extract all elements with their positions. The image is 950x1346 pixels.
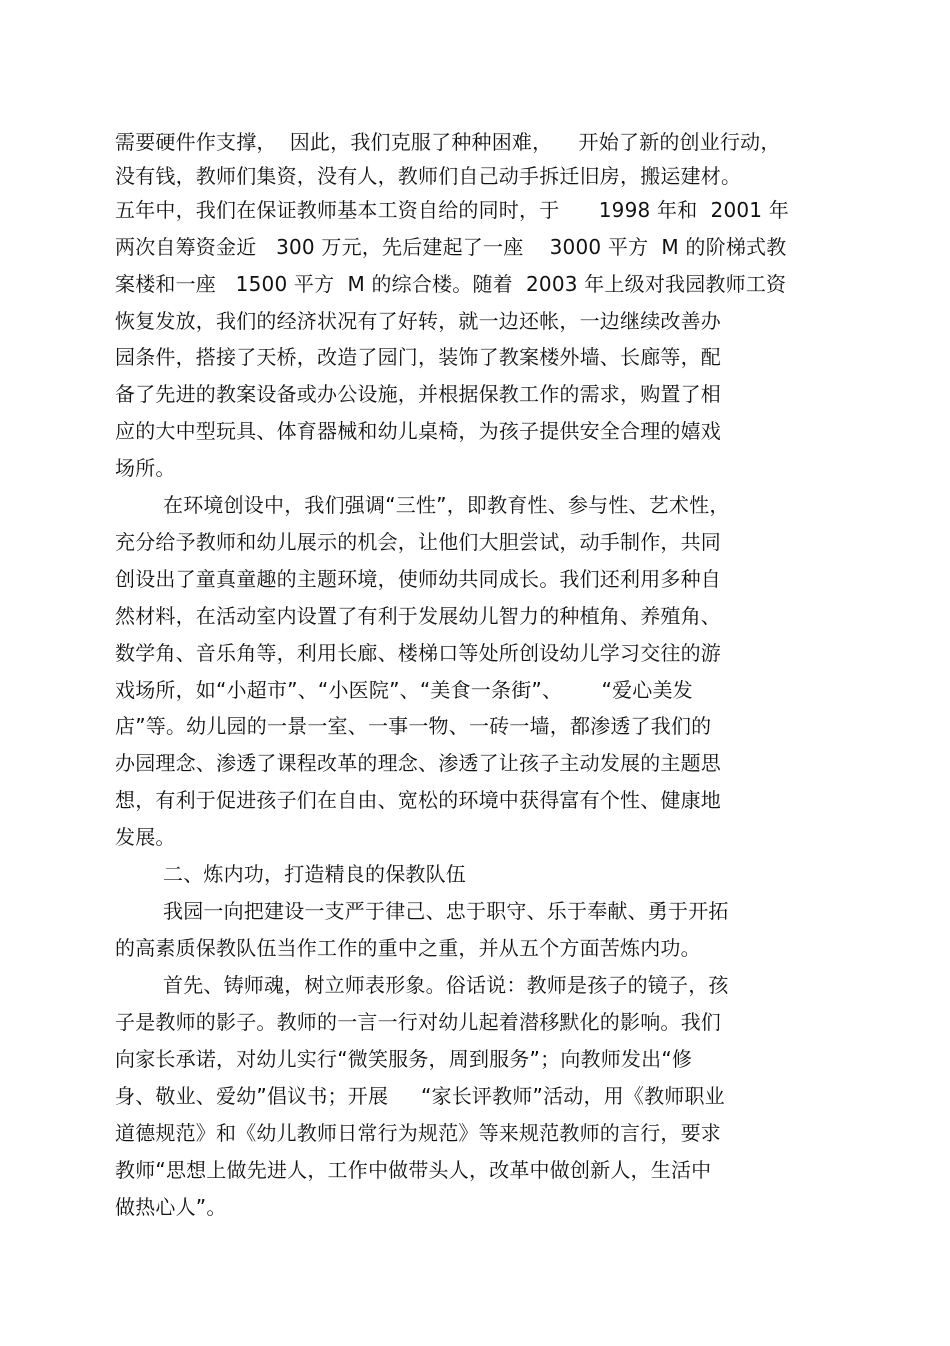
text-line: 办园理念、渗透了课程改革的理念、渗透了让孩子主动发展的主题思 bbox=[115, 751, 721, 775]
text-line: 五年中，我们在保证教师基本工资自给的同时，于 1998 年和 2001 年 bbox=[115, 198, 789, 222]
text-line: 子是教师的影子。教师的一言一行对幼儿起着潜移默化的影响。我们 bbox=[115, 1010, 721, 1034]
text-line: 需要硬件作支撑， 因此，我们克服了种种困难， 开始了新的创业行动， bbox=[115, 130, 781, 154]
text-line: 园条件，搭接了天桥，改造了园门，装饰了教案楼外墙、长廊等，配 bbox=[115, 345, 721, 369]
text-line: 两次自筹资金近 300 万元，先后建起了一座 3000 平方 M 的阶梯式教 bbox=[115, 235, 787, 259]
text-line: 没有钱，教师们集资，没有人，教师们自己动手拆迁旧房，搬运建材。 bbox=[115, 164, 742, 188]
text-line: 备了先进的教案设备或办公设施，并根据保教工作的需求，购置了相 bbox=[115, 382, 721, 406]
text-line: 场所。 bbox=[115, 456, 176, 480]
text-line: 想，有利于促进孩子们在自由、宽松的环境中获得富有个性、健康地 bbox=[115, 788, 721, 812]
text-line: 店”等。幼儿园的一景一室、一事一物、一砖一墙，都渗透了我们的 bbox=[115, 714, 712, 738]
text-line: 教师“思想上做先进人，工作中做带头人，改革中做创新人，生活中 bbox=[115, 1158, 712, 1182]
text-line: 充分给予教师和幼儿展示的机会，让他们大胆尝试，动手制作，共同 bbox=[115, 530, 721, 554]
text-line: 做热心人”。 bbox=[115, 1195, 227, 1219]
text-line: 在环境创设中，我们强调“三性”，即教育性、参与性、艺术性， bbox=[163, 493, 730, 517]
text-line: 应的大中型玩具、体育器械和幼儿桌椅，为孩子提供安全合理的嬉戏 bbox=[115, 419, 721, 443]
text-line: 向家长承诺，对幼儿实行“微笑服务，周到服务”；向教师发出“修 bbox=[115, 1047, 693, 1071]
text-line: 恢复发放，我们的经济状况有了好转，就一边还帐，一边继续改善办 bbox=[115, 309, 721, 333]
text-line: 我园一向把建设一支严于律己、忠于职守、乐于奉献、勇于开拓 bbox=[163, 899, 729, 923]
text-line: 然材料，在活动室内设置了有利于发展幼儿智力的种植角、养殖角、 bbox=[115, 604, 721, 628]
text-line: 戏场所，如“小超市”、“小医院”、“美食一条街”、 “爱心美发 bbox=[115, 678, 693, 702]
text-line: 案楼和一座 1500 平方 M 的综合楼。随着 2003 年上级对我园教师工资 bbox=[115, 272, 787, 296]
text-line: 身、敬业、爱幼”倡议书；开展 “家长评教师”活动，用《教师职业 bbox=[115, 1084, 725, 1108]
text-line: 的高素质保教队伍当作工作的重中之重，并从五个方面苦炼内功。 bbox=[115, 936, 701, 960]
text-line: 道德规范》和《幼儿教师日常行为规范》等来规范教师的言行，要求 bbox=[115, 1121, 721, 1145]
text-line: 创设出了童真童趣的主题环境，使师幼共同成长。我们还利用多种自 bbox=[115, 567, 721, 591]
section-heading: 二、炼内功，打造精良的保教队伍 bbox=[163, 862, 466, 886]
text-line: 数学角、音乐角等，利用长廊、楼梯口等处所创设幼儿学习交往的游 bbox=[115, 641, 721, 665]
text-line: 首先、铸师魂，树立师表形象。俗话说：教师是孩子的镜子，孩 bbox=[163, 973, 729, 997]
text-line: 发展。 bbox=[115, 825, 176, 849]
